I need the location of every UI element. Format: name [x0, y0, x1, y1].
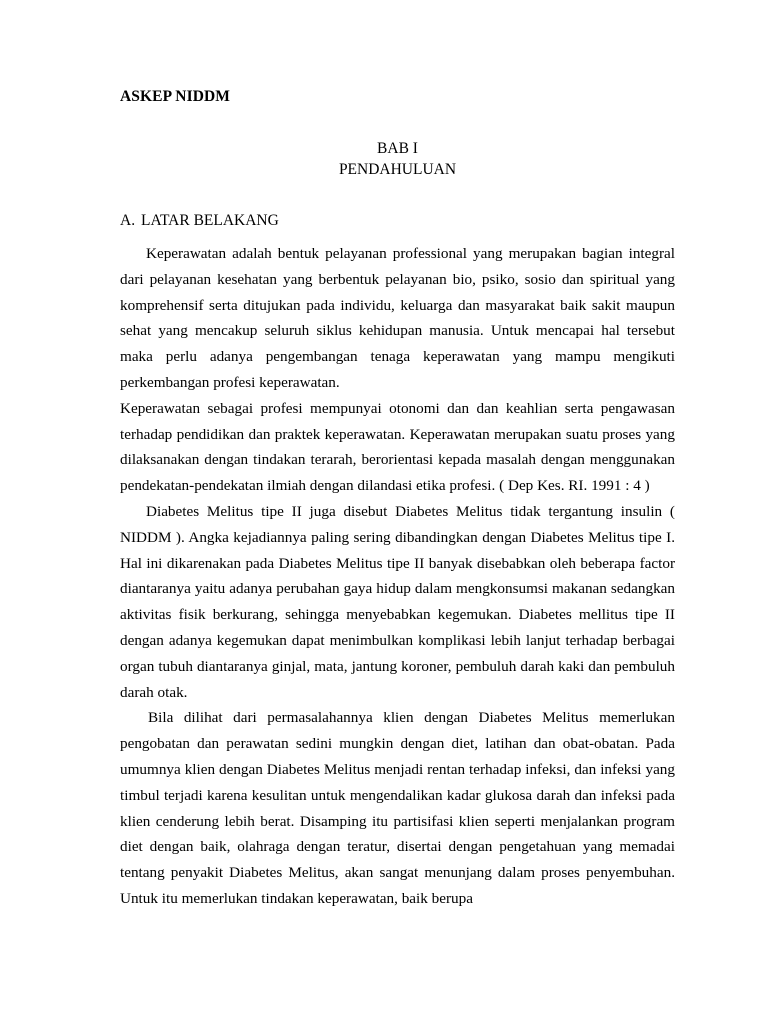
section-number: A.: [120, 212, 136, 229]
body-text: [120, 241, 675, 912]
document-title: ASKEP NIDDM: [120, 88, 231, 105]
paragraph: Diabetes Melitus tipe II juga disebut Diabetes Melitus tidak tergantung insulin ( NIDDM ). Angka kejadiannya paling sering dibandingkan dengan Diabetes Melitus tipe I. Hal ini dikarenakan pada Diabetes Melitus tipe II banyak disebabkan oleh beberapa factor diantaranya yaitu adanya perubahan gaya hidup dalam mengkonsumsi makanan sedangkan aktivitas fisik berkurang, sehingga menyebabkan kegemukan. Diabetes mellitus tipe II dengan adanya kegemukan dapat menimbulkan komplikasi lebih lanjut terhadap berbagai organ tubuh diantaranya ginjal, mata, jantung koroner, pembuluh darah kaki dan pembuluh darah otak.: [120, 502, 675, 701]
section-heading: [120, 212, 279, 230]
paragraph: Keperawatan sebagai profesi mempunyai otonomi dan dan keahlian serta pengawasan terhadap pendidikan dan praktek keperawatan. Keperawatan merupakan suatu proses yang dilaksanakan dengan tindakan terarah, berorientasi kepada masalah dengan menggunakan pendekatan-pendekatan ilmiah dengan dilandasi etika profesi. ( Dep Kes. RI. 1991 : 4 ): [120, 399, 675, 495]
paragraph: Keperawatan adalah bentuk pelayanan professional yang merupakan bagian integral dari pelayanan kesehatan yang berbentuk pelayanan bio, psiko, sosio dan spiritual yang komprehensif serta ditujukan pada individu, keluarga dan masyarakat baik sakit maupun sehat yang mencakup seluruh siklus kehidupan manusia. Untuk mencapai hal tersebut maka perlu adanya pengembangan tenaga keperawatan yang mampu mengikuti perkembangan profesi keperawatan.: [120, 245, 675, 391]
paragraph: Bila dilihat dari permasalahannya klien dengan Diabetes Melitus memerlukan pengobatan dan perawatan sedini mungkin dengan diet, latihan dan obat-obatan. Pada umumnya klien dengan Diabetes Melitus menjadi rentan terhadap infeksi, dan infeksi yang timbul terjadi karena kesulitan untuk mengendalikan kadar glukosa darah dan infeksi pada klien cenderung lebih berat. Disamping itu partisifasi klien seperti menjalankan program diet dengan baik, olahraga dengan teratur, disertai dengan pengetahuan yang memadai tentang penyakit Diabetes Melitus, akan sangat menunjang dalam proses penyembuhan. Untuk itu memerlukan tindakan keperawatan, baik berupa: [120, 709, 675, 907]
chapter-number: BAB I: [377, 140, 418, 157]
section-title: LATAR BELAKANG: [141, 212, 279, 229]
chapter-title: PENDAHULUAN: [338, 161, 457, 178]
